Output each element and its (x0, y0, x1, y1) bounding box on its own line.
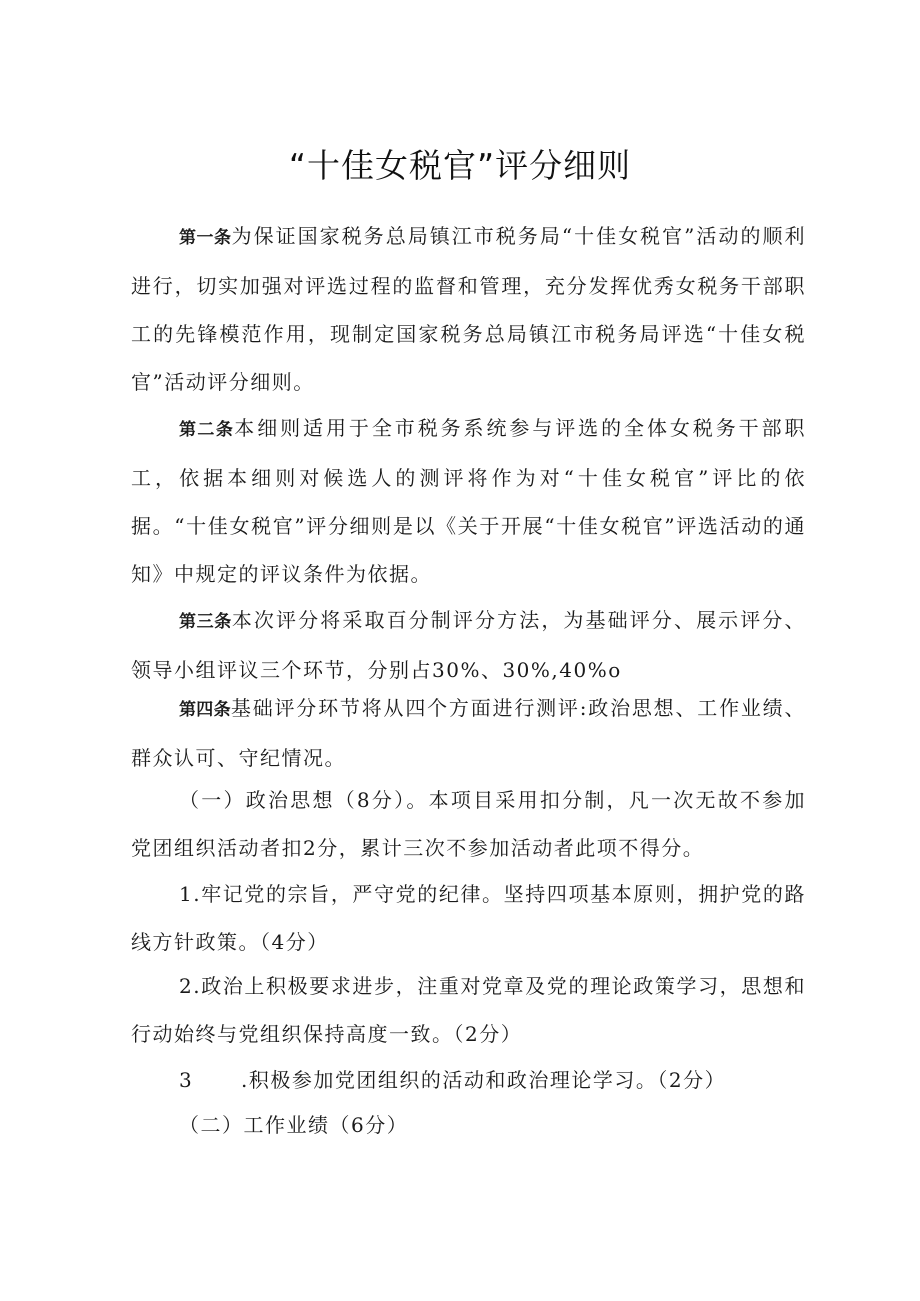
article-4-label: 第四条 (179, 700, 231, 720)
item-1 (131, 870, 806, 966)
item-3 (131, 1056, 859, 1104)
item-2 (131, 962, 806, 1058)
article-2 (131, 404, 806, 598)
section-political-thought-text: （一）政治思想（8分）。本项目采用扣分制，凡一次无故不参加党团组织活动者扣2分，累计三次不参加活动者此项不得分。 (131, 788, 806, 860)
section-political-thought (131, 776, 806, 872)
item-2-number: 2 (179, 974, 194, 998)
item-1-text: .牢记党的宗旨，严守党的纪律。坚持四项基本原则，拥护党的路线方针政策。（4分） (131, 882, 806, 954)
section-work-performance-text: （二）工作业绩（6分） (179, 1113, 409, 1137)
item-3-text: .积极参加党团组织的活动和政治理论学习。（2分） (241, 1068, 727, 1092)
article-4-text: 基础评分环节将从四个方面进行测评:政治思想、工作业绩、群众认可、守纪情况。 (131, 696, 806, 770)
article-3-text: 本次评分将采取百分制评分方法，为基础评分、展示评分、领导小组评议三个环节，分别占30%、30%,40%o (131, 608, 807, 682)
document-title: “十佳女税官”评分细则 (288, 146, 632, 185)
article-4 (131, 684, 806, 782)
section-work-performance (131, 1101, 859, 1149)
article-3-label: 第三条 (179, 612, 232, 632)
article-2-label: 第二条 (179, 420, 235, 440)
article-3 (131, 596, 806, 694)
article-2-text: 本细则适用于全市税务系统参与评选的全体女税务干部职工，依据本细则对候选人的测评将作为对“十佳女税官”评比的依据。“十佳女税官”评分细则是以《关于开展“十佳女税官”评选活动的通知》中规定的评议条件为依据。 (131, 416, 807, 586)
article-1-label: 第一条 (179, 228, 232, 248)
article-1 (131, 212, 806, 406)
item-3-number: 3 (179, 1068, 194, 1092)
item-2-text: .政治上积极要求进步，注重对党章及党的理论政策学习，思想和行动始终与党组织保持高度一致。（2分） (131, 974, 806, 1046)
item-1-number: 1 (179, 882, 194, 906)
article-1-text: 为保证国家税务总局镇江市税务局“十佳女税官”活动的顺利进行，切实加强对评选过程的监督和管理，充分发挥优秀女税务干部职工的先锋模范作用，现制定国家税务总局镇江市税务局评选“十佳女税官”活动评分细则。 (131, 224, 807, 394)
